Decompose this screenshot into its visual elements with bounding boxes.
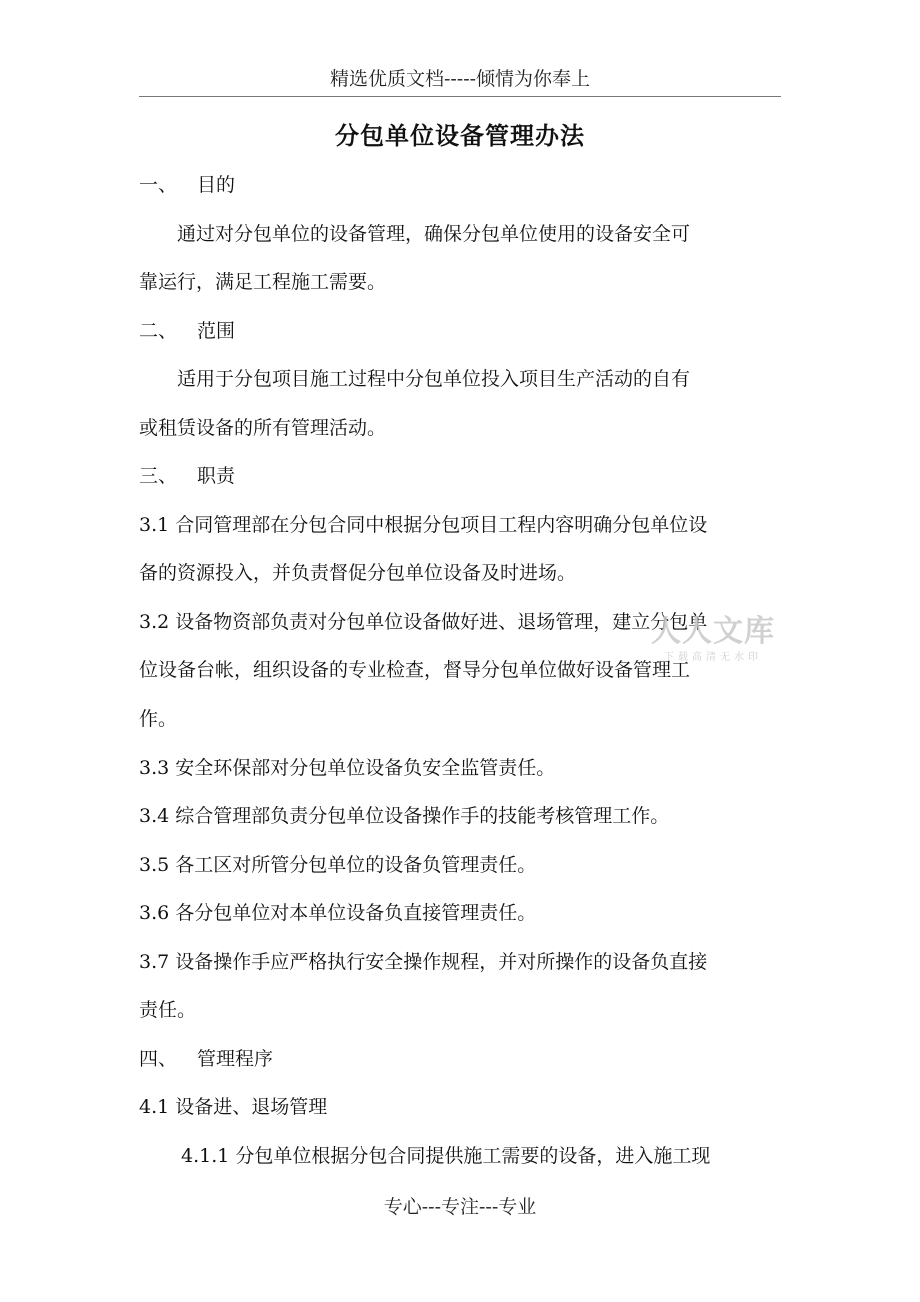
document-body — [139, 166, 779, 1185]
paragraph-line: 位设备台帐，组织设备的专业检查，督导分包单位做好设备管理工 — [139, 659, 691, 682]
paragraph-line: 或租赁设备的所有管理活动。 — [139, 416, 387, 439]
section-label: 目的 — [197, 174, 236, 196]
paragraph-line: 3.1 合同管理部在分包合同中根据分包项目工程内容明确分包单位设 — [139, 513, 708, 536]
paragraph-line: 通过对分包单位的设备管理，确保分包单位使用的设备安全可 — [177, 222, 691, 245]
paragraph-line: 3.6 各分包单位对本单位设备负直接管理责任。 — [139, 902, 537, 925]
section-label: 职责 — [197, 465, 236, 488]
section-number: 一、 — [139, 174, 178, 196]
paragraph-line: 4.1 设备进、退场管理 — [139, 1096, 328, 1119]
paragraph-line: 3.2 设备物资部负责对分包单位设备做好进、退场管理，建立分包单 — [139, 610, 708, 633]
paragraph-line: 4.1.1 分包单位根据分包合同提供施工需要的设备，进入施工现 — [181, 1144, 711, 1167]
paragraph-line: 3.5 各工区对所管分包单位的设备负管理责任。 — [139, 853, 537, 876]
section-number: 四、 — [139, 1047, 178, 1070]
section-heading — [139, 312, 779, 361]
section-number: 二、 — [139, 319, 178, 342]
page-header: 精选优质文档-----倾情为你奉上 — [329, 68, 591, 90]
document-title: 分包单位设备管理办法 — [335, 121, 585, 150]
section-label: 管理程序 — [197, 1047, 274, 1070]
paragraph-line: 靠运行，满足工程施工需要。 — [139, 271, 387, 294]
page-footer: 专心---专注---专业 — [383, 1196, 537, 1218]
section-number: 三、 — [139, 465, 178, 488]
paragraph-line: 适用于分包项目施工过程中分包单位投入项目生产活动的自有 — [177, 368, 691, 391]
watermark-logo-text: 人人文库 — [651, 614, 775, 649]
section-label: 范围 — [197, 319, 236, 342]
watermark-subtext: 下载高清无水印 — [664, 652, 762, 663]
paragraph-line: 3.7 设备操作手应严格执行安全操作规程，并对所操作的设备负直接 — [139, 950, 708, 973]
section-heading — [139, 1040, 779, 1089]
paragraph-line: 备的资源投入，并负责督促分包单位设备及时进场。 — [139, 562, 577, 585]
section-heading — [139, 457, 779, 506]
paragraph-line: 3.3 安全环保部对分包单位设备负安全监管责任。 — [139, 756, 556, 779]
header-divider — [139, 96, 781, 97]
paragraph-line: 3.4 综合管理部负责分包单位设备操作手的技能考核管理工作。 — [139, 805, 670, 828]
paragraph-line: 作。 — [139, 708, 178, 731]
paragraph-line: 责任。 — [139, 999, 197, 1022]
section-heading — [139, 166, 779, 215]
